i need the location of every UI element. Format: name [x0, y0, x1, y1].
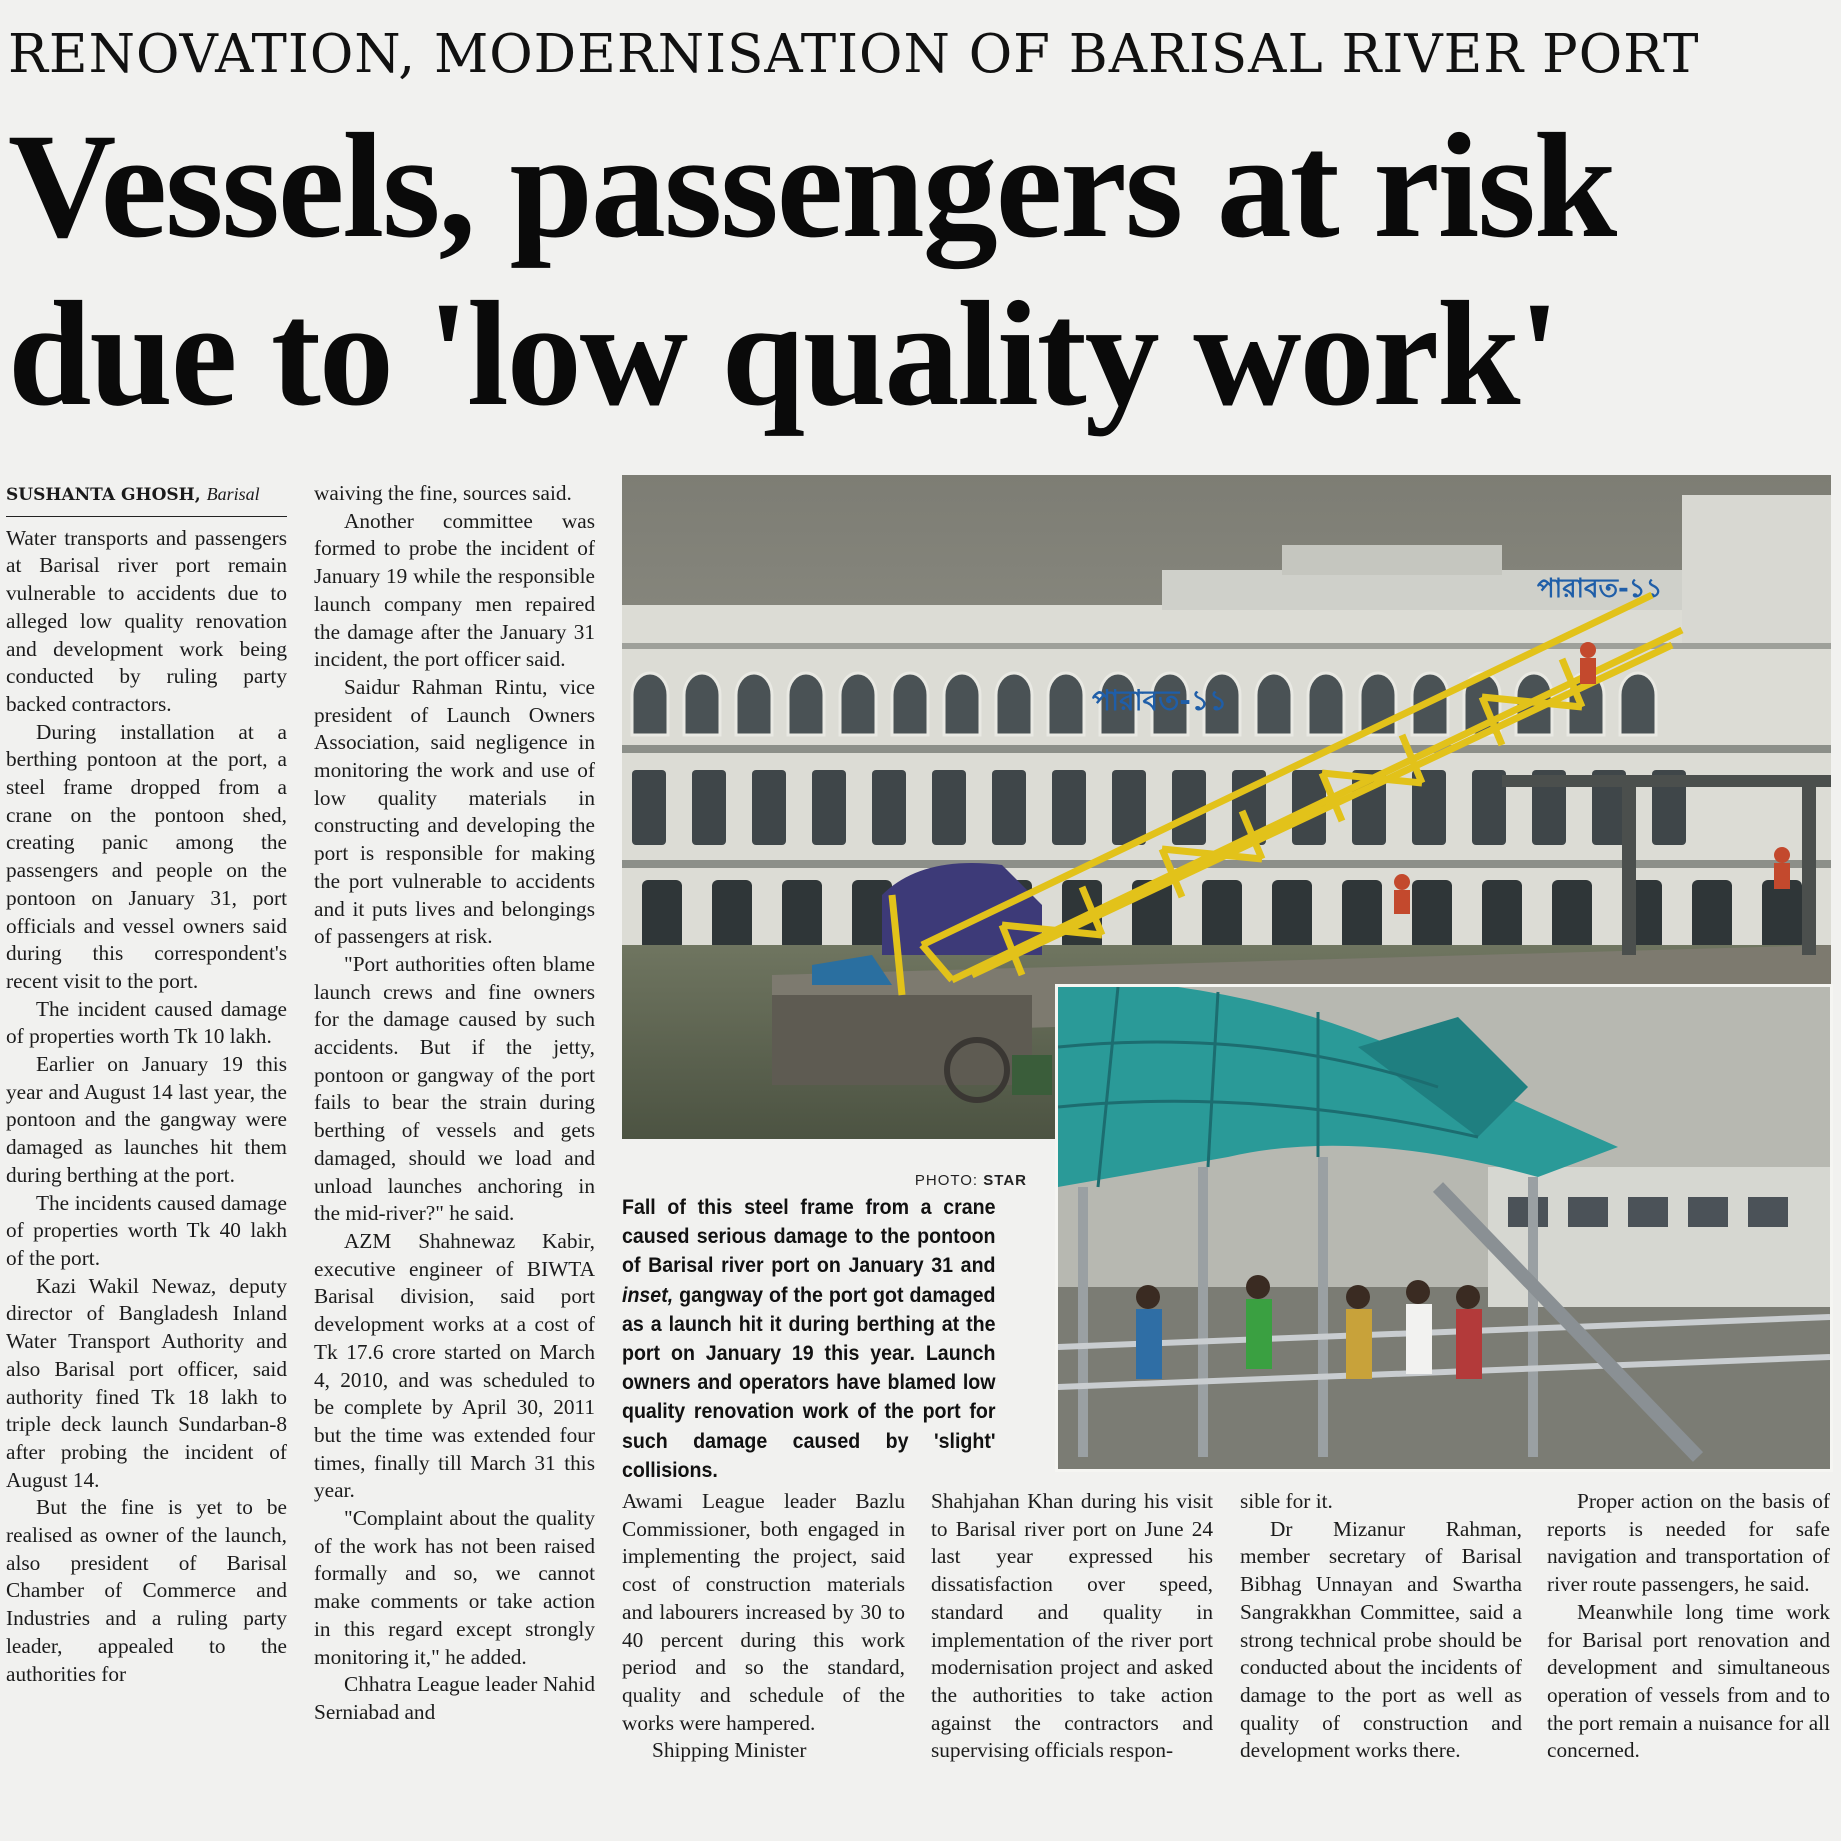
paragraph: waiving the fine, sources said. — [314, 481, 572, 505]
paragraph: Kazi Wakil Newaz, deputy director of Bangladesh Inland Water Transport Authority and also Barisal port officer, said authority fined Tk 18 lakh to triple deck launch Sundarban-8 after probing the incident of August 14. — [6, 1273, 287, 1492]
paragraph: Proper action on the basis of reports is needed for safe navigation and transportation of river route passengers, he said. — [1547, 1489, 1830, 1597]
paragraph: During installation at a berthing pontoon at the port, a steel frame dropped from a crane on the pontoon shed, creating panic among the passengers and people on the pontoon on January 31, port officials and vessel owners said during this correspondent's recent visit to the port. — [6, 719, 287, 993]
paragraph: Dr Mizanur Rahman, member secretary of Barisal Bibhag Unnayan and Swartha Sangrakkhan Committee, said a strong technical probe should be conducted about the incidents of damage to the port as well as quality of construction and development works there. — [1240, 1516, 1522, 1763]
paragraph: AZM Shahnewaz Kabir, executive engineer of BIWTA Barisal division, said port development works at a cost of Tk 17.6 crore started on March 4, 2010, and was scheduled to be complete by April 30, 2011 but the time was extended four times, finally till March 31 this year. — [314, 1228, 595, 1503]
column-1 — [6, 481, 287, 1688]
photo-credit-name: STAR — [983, 1172, 1027, 1189]
byline-place: Barisal — [206, 484, 260, 504]
column-4 — [931, 1488, 1213, 1765]
kicker: RENOVATION, MODERNISATION OF BARISAL RIVER PORT — [8, 24, 1700, 85]
column-6 — [1547, 1488, 1830, 1765]
column-2 — [314, 480, 595, 1727]
paragraph: The incidents caused damage of properties worth Tk 40 lakh of the port. — [6, 1190, 287, 1270]
headline-line-1: Vessels, passengers at risk — [8, 103, 1616, 269]
paragraph: Earlier on January 19 this year and August 14 last year, the pontoon and the gangway were damaged as launches hit them during berthing at the port. — [6, 1052, 287, 1187]
headline-line-2: due to 'low quality work' — [8, 271, 1559, 437]
paragraph: Shipping Minister — [652, 1738, 807, 1763]
paragraph: But the fine is yet to be realised as owner of the launch, also president of Barisal Chamber of Commerce and Industries and a ruling party leader, appealed to the authorities for — [6, 1495, 287, 1686]
photo-credit — [913, 1172, 1027, 1189]
photo-caption — [622, 1193, 996, 1485]
inset-photo — [1055, 984, 1833, 1472]
paragraph: Awami League leader Bazlu Commissioner, both engaged in implementing the project, said cost of construction materials and labourers increased by 30 to 40 percent during this work period and so the standard, quality and schedule of the works were hampered. — [622, 1489, 905, 1735]
paragraph: Water transports and passengers at Barisal river port remain vulnerable to accidents due to alleged low quality renovation and development work being conducted by ruling party backed contractors. — [6, 525, 287, 716]
caption-inset: inset, — [622, 1282, 674, 1307]
headline — [8, 102, 1838, 438]
column-5 — [1240, 1488, 1522, 1765]
paragraph: "Complaint about the quality of the work has not been raised formally and so, we cannot make comments or take action in this regard except strongly monitoring it," he added. — [314, 1506, 595, 1669]
paragraph: Shahjahan Khan during his visit to Barisal river port on June 24 last year expressed his dissatisfaction over speed, standard and quality in implementation of the river port modernisation project and asked the authorities to take action against the contractors and supervising officials respon- — [931, 1489, 1213, 1763]
byline — [6, 481, 287, 517]
boat-name-text-upper: পারাবত-১১ — [1537, 574, 1663, 604]
boat-name-text: পারাবত-১১ — [1092, 684, 1228, 717]
caption-part-b: gangway of the port got damaged as a launch hit it during berthing at the port on January 19 this year. Launch owners and operators have blamed low quality renovation work of the port for such damage caused by 'slight' collisions. — [622, 1282, 996, 1482]
column-3 — [622, 1488, 905, 1765]
caption-part-a: Fall of this steel frame from a crane caused serious damage to the pontoon of Barisal river port on January 31 and — [622, 1195, 996, 1278]
paragraph: Another committee was formed to probe the incident of January 19 while the responsible launch company men repaired the damage after the January 31 incident, the port officer said. — [314, 508, 595, 672]
paragraph: sible for it. — [1240, 1489, 1333, 1513]
paragraph: Chhatra League leader Nahid Serniabad and — [314, 1672, 595, 1724]
paragraph: Saidur Rahman Rintu, vice president of Launch Owners Association, said negligence in monitoring the work and use of low quality materials in constructing and developing the port is responsible for making the port vulnerable to accidents and it puts lives and belongings of passengers at risk. — [314, 674, 595, 949]
paragraph: Meanwhile long time work for Barisal port renovation and development and simultaneous operation of vessels from and to the port remain a nuisance for all concerned. — [1547, 1599, 1830, 1763]
paragraph: The incident caused damage of properties worth Tk 10 lakh. — [6, 996, 287, 1049]
paragraph: "Port authorities often blame launch crews and fine owners for the damage caused by such accidents. But if the jetty, pontoon or gangway of the port fails to bear the strain during berthing of vessels and gets damaged, should we load and unload launches anchoring in the mid-river?" he said. — [314, 951, 595, 1226]
byline-name: SUSHANTA GHOSH, — [6, 485, 201, 505]
photo-credit-prefix: PHOTO: — [914, 1172, 984, 1189]
